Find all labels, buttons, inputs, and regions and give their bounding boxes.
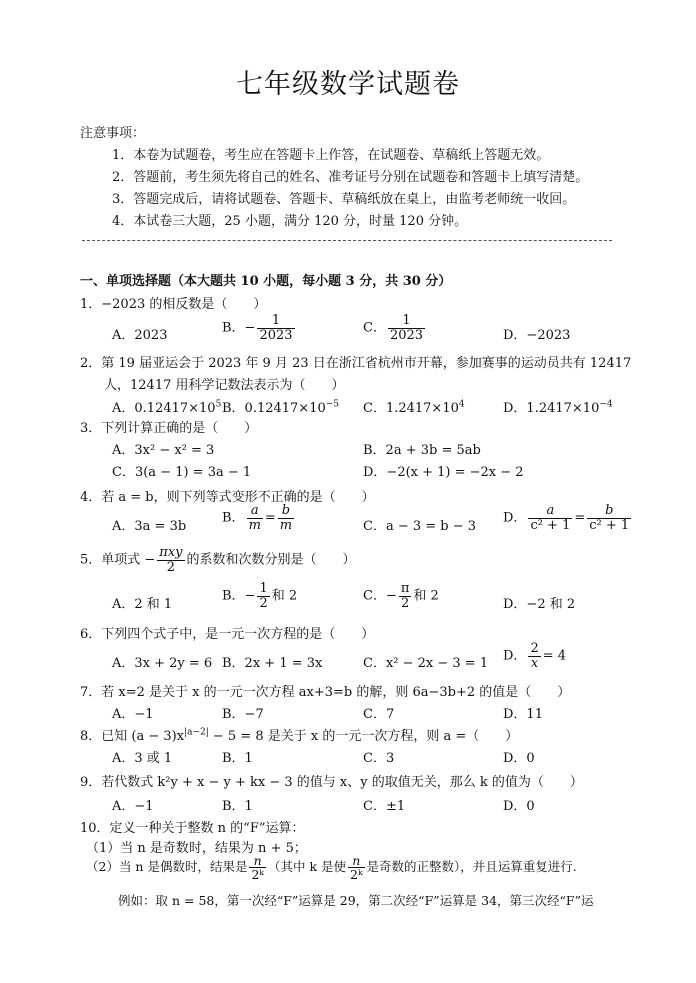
q1-option-a: A．2023 [112,328,168,343]
q2-option-a: A．$0.12417\times 10^5$ [112,399,222,416]
q5-option-c: C．− $\frac{\pi}{2}$ 和 2 [363,581,439,611]
q1-option-b: B．− $\frac{1}{2023}$ [222,313,293,343]
q4-option-d: D． $\frac{a}{\text{c² + 1}}$ = $\frac{b}{\text{c² + 1}}$ [503,503,630,533]
q6-option-d: D． $\frac{2}{x}$ = 4 [503,641,567,671]
question-1-stem: 1．−2023 的相反数是（ ） [80,297,267,312]
question-9-stem: 9．若代数式 k²y + x − y + kx − 3 的值与 x、y 的取值无关，那么 k 的值为（ ） [80,775,583,790]
q2-option-d: D．$1.2417\times 10^{-4}$ [503,399,613,416]
question-6-stem: 6．下列四个式子中，是一元一次方程的是（ ） [80,627,375,642]
q1-option-c: C． $\frac{1}{2023}$ [363,313,424,343]
q8-option-a: A．3 或 1 [112,751,173,766]
question-4-stem: 4．若 a = b，则下列等式变形不正确的是（ ） [80,490,375,505]
q6-option-a: A．3x + 2y = 6 [112,656,213,671]
q9-option-c: C．±1 [363,799,406,814]
q9-option-a: A．−1 [112,799,154,814]
section-heading: 一、单项选择题（本大题共 10 小题，每小题 3 分，共 30 分） [80,274,452,289]
question-2-stem: 2．第 19 届亚运会于 2023 年 9 月 23 日在浙江省杭州市开幕，参加赛事的运动员共有 12417 [80,356,632,371]
question-10-example: 例如：取 n = 58，第一次经“F”运算是 29，第二次经“F”运算是 34，第三次经“F”运 [118,893,594,908]
q2-option-c: C．$1.2417\times 10^4$ [363,399,465,416]
q2-option-b: B．$0.12417\times 10^{-5}$ [222,399,340,416]
q4-option-a: A．3a = 3b [112,519,187,534]
divider [82,240,612,241]
q3-option-d: D．−2(x + 1) = −2x − 2 [363,465,524,480]
question-10-rule-1: （1）当 n 是奇数时，结果为 n + 5； [86,841,307,856]
q4-option-b: B． $\frac{a}{m}$ = $\frac{b}{m}$ [222,503,293,533]
q3-option-b: B．2a + 3b = 5ab [363,443,481,458]
q8-option-b: B．1 [222,751,253,766]
q6-option-b: B．2x + 1 = 3x [222,656,323,671]
q3-option-a: A．3x² − x² = 3 [112,443,215,458]
question-2-stem-cont: 人，12417 用科学记数法表示为（ ） [104,378,345,393]
q6-option-c: C．x² − 2x − 3 = 1 [363,656,489,671]
notice-heading: 注意事项： [80,126,146,141]
q8-option-c: C．3 [363,751,395,766]
q7-option-b: B．−7 [222,707,264,722]
notice-item: 4．本试卷三大题，25 小题，满分 120 分，时量 120 分钟。 [112,214,468,229]
q5-option-b: B．− $\frac{1}{2}$ 和 2 [222,581,298,611]
question-8-stem: 8．已知 $(a - 3)x^{|a-2|} - 5 = 8$ 是关于 x 的一元一次方程，则 a =（ ） [80,727,519,744]
q1-option-d: D．−2023 [503,328,571,343]
question-10-stem: 10．定义一种关于整数 n 的“F”运算： [80,821,305,836]
notice-item: 1．本卷为试题卷，考生应在答题卡上作答，在试题卷、草稿纸上答题无效。 [112,148,550,163]
q7-option-d: D．11 [503,707,543,722]
question-5-stem: 5．单项式 − $\frac{\text{πxy}}{2}$ 的系数和次数分别是（ ） [80,545,356,575]
q8-option-d: D．0 [503,751,535,766]
q7-option-a: A．−1 [112,707,154,722]
q5-option-d: D．−2 和 2 [503,597,576,612]
q5-option-a: A．2 和 1 [112,597,173,612]
question-10-rule-2: （2）当 n 是偶数时，结果是 $\frac{n}{\text{2ᵏ}}$ （其中 k 是使 $\frac{n}{\text{2ᵏ}}$ 是奇数的正整数），并且运算重复进行. [86,853,577,883]
q9-option-d: D．0 [503,799,535,814]
q3-option-c: C．3(a − 1) = 3a − 1 [112,465,252,480]
notice-item: 2．答题前，考生须先将自己的姓名、准考证号分别在试题卷和答题卡上填写清楚。 [112,170,589,185]
q9-option-b: B．1 [222,799,253,814]
page-title: 七年级数学试题卷 [236,69,460,100]
question-3-stem: 3．下列计算正确的是（ ） [80,421,258,436]
notice-item: 3．答题完成后，请将试题卷、答题卡、草稿纸放在桌上，由监考老师统一收回。 [112,192,576,207]
question-7-stem: 7．若 x=2 是关于 x 的一元一次方程 ax+3=b 的解，则 6a−3b+2 的值是（ ） [80,685,571,700]
q7-option-c: C．7 [363,707,395,722]
q4-option-c: C．a − 3 = b − 3 [363,519,477,534]
